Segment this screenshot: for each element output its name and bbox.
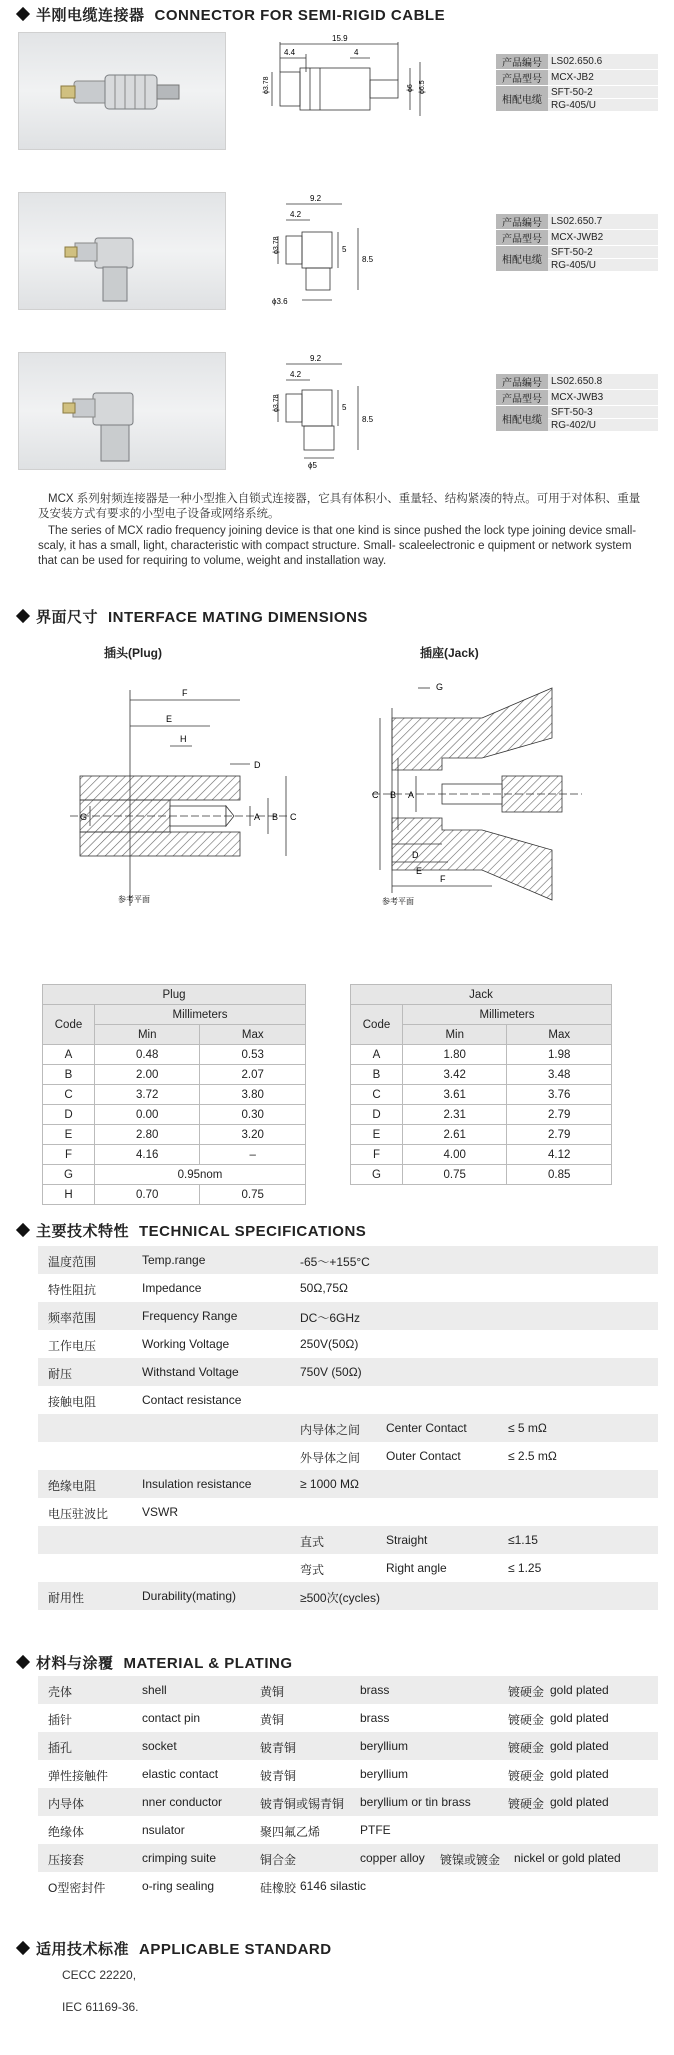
material-cn: 黄铜: [260, 1685, 285, 1699]
material-row: [38, 1732, 658, 1760]
jack-title: 插座(Jack): [420, 646, 479, 660]
plug-dimension-table: Plug Code Millimeters Min Max A 0.48 0.53 B 2.00 2.07 C 3.72 3.80 D 0.00 0.30 E 2.80 3.20 F 4.16 – G 0.95nom H 0.70 0.75: [42, 984, 306, 1205]
code-cell: B: [351, 1065, 403, 1085]
material-part-cn: 插孔: [48, 1741, 73, 1755]
spec-row: [38, 1274, 658, 1302]
material-row: [38, 1788, 658, 1816]
spec-value: 250V(50Ω): [300, 1337, 359, 1351]
product-spec-table: 产品编号 LS02.650.7 产品型号 MCX-JWB2 相配电缆 SFT-50-2 RG-405/U: [496, 214, 658, 272]
product-card: [18, 192, 658, 310]
code-cell: A: [351, 1045, 403, 1065]
code-cell: D: [43, 1105, 95, 1125]
spec-label-en: VSWR: [142, 1505, 178, 1519]
diamond-bullet-icon: [16, 1223, 30, 1237]
spec-row: [38, 1498, 658, 1526]
min-cell: 2.31: [403, 1105, 507, 1125]
min-cell: 3.72: [95, 1085, 200, 1105]
plating-cn: 镀硬金: [508, 1685, 545, 1699]
table-row: [43, 1165, 306, 1185]
max-cell: 3.48: [507, 1065, 612, 1085]
spec-row: [38, 1554, 658, 1582]
table-row: [43, 1145, 306, 1165]
spec-row: [38, 1358, 658, 1386]
dimension-drawing-2: [250, 192, 490, 310]
technical-spec-list: [38, 1246, 658, 1610]
material-part-en: nsulator: [142, 1823, 185, 1837]
dim-label: 4.2: [290, 370, 302, 379]
material-en: brass: [360, 1711, 390, 1725]
material-part-cn: 弹性接触件: [48, 1769, 109, 1783]
material-part-en: nner conductor: [142, 1795, 223, 1809]
material-en: 6146 silastic: [300, 1879, 367, 1893]
plug-interface-drawing: [70, 670, 320, 910]
material-cn: 铍青铜: [260, 1769, 297, 1783]
intro-cn: MCX 系列射频连接器是一种小型推入自锁式连接器，它具有体积小、重量轻、结构紧凑的特点。可用于对体积、重量及安装方式有要求的小型电子设备或网络系统。: [38, 493, 641, 520]
min-cell: 0.48: [95, 1045, 200, 1065]
dim-letter-b: B: [390, 790, 397, 800]
section-title-standard: 适用技术标准 APPLICABLE STANDARD: [18, 1938, 332, 1959]
table-row: [351, 1085, 612, 1105]
min-cell: 1.80: [403, 1045, 507, 1065]
spec-label-cn: 耐压: [48, 1367, 73, 1381]
min-cell: 0.00: [95, 1105, 200, 1125]
material-cn: 铍青铜: [260, 1741, 297, 1755]
dim-label: 8.5: [362, 415, 374, 424]
dim-label: ϕ6: [407, 84, 414, 92]
spec-sub-en: Straight: [386, 1533, 428, 1547]
table-row: [351, 1145, 612, 1165]
material-en: beryllium or tin brass: [360, 1795, 471, 1809]
spec-label-cn: 绝缘电阻: [48, 1479, 97, 1493]
material-en: copper alloy: [360, 1851, 425, 1865]
value-cell: 0.95nom: [95, 1165, 306, 1185]
code-cell: D: [351, 1105, 403, 1125]
spec-value: 50Ω,75Ω: [300, 1281, 348, 1295]
material-part-cn: 插针: [48, 1713, 73, 1727]
spec-row: [38, 1526, 658, 1554]
spec-row: [38, 1470, 658, 1498]
dim-letter-g: G: [80, 812, 88, 822]
section-title-connector: 半刚电缆连接器 CONNECTOR FOR SEMI-RIGID CABLE: [18, 4, 445, 25]
material-row: [38, 1704, 658, 1732]
material-cn: 聚四氟乙烯: [260, 1825, 321, 1839]
diamond-bullet-icon: [16, 609, 30, 623]
material-part-en: shell: [142, 1683, 167, 1697]
spec-sub-value: ≤ 2.5 mΩ: [508, 1449, 557, 1463]
section-title-technical: 主要技术特性 TECHNICAL SPECIFICATIONS: [18, 1220, 366, 1241]
min-cell: 3.61: [403, 1085, 507, 1105]
plating-cn: 镀硬金: [508, 1713, 545, 1727]
min-cell: 0.70: [95, 1185, 200, 1205]
spec-row: [38, 1330, 658, 1358]
max-cell: 2.79: [507, 1125, 612, 1145]
material-cn: 铜合金: [260, 1853, 297, 1867]
material-part-cn: 壳体: [48, 1685, 73, 1699]
dim-letter-f: F: [182, 688, 188, 698]
spec-row: [38, 1302, 658, 1330]
material-part-en: o-ring sealing: [142, 1879, 215, 1893]
dim-letter-g: G: [436, 682, 444, 692]
material-cn: 硅橡胶: [260, 1881, 297, 1895]
max-cell: –: [200, 1145, 306, 1165]
spec-row: [38, 1386, 658, 1414]
product-spec-table: 产品编号 LS02.650.6 产品型号 MCX-JB2 相配电缆 SFT-50-2 RG-405/U: [496, 54, 658, 112]
spec-label-en: Frequency Range: [142, 1309, 238, 1323]
dimension-drawing-1: [250, 32, 490, 150]
section-title-material: 材料与涂覆 MATERIAL & PLATING: [18, 1652, 293, 1673]
plug-title: 插头(Plug): [104, 646, 162, 660]
right-angle-connector-icon: [19, 193, 227, 311]
product-photo: [18, 352, 226, 470]
dim-letter-b: B: [272, 812, 279, 822]
min-cell: 3.42: [403, 1065, 507, 1085]
max-cell: 2.07: [200, 1065, 306, 1085]
spec-sub-value: ≤1.15: [508, 1533, 538, 1547]
spec-label-cn: 电压驻波比: [48, 1507, 109, 1521]
dim-letter-c: C: [290, 812, 297, 822]
dim-label: ϕ3.78: [273, 236, 280, 254]
max-cell: 1.98: [507, 1045, 612, 1065]
spec-label-en: Temp.range: [142, 1253, 206, 1267]
dim-letter-e: E: [166, 714, 173, 724]
product-card: [18, 352, 658, 470]
min-cell: 4.00: [403, 1145, 507, 1165]
min-cell: 0.75: [403, 1165, 507, 1185]
dim-label: 4: [354, 48, 359, 57]
table-row: [351, 1165, 612, 1185]
code-cell: G: [43, 1165, 95, 1185]
spec-row: [38, 1442, 658, 1470]
code-cell: A: [43, 1045, 95, 1065]
code-cell: B: [43, 1065, 95, 1085]
spec-label-cn: 温度范围: [48, 1255, 97, 1269]
spec-sub-value: ≤ 1.25: [508, 1561, 542, 1575]
spec-label-en: Durability(mating): [142, 1589, 237, 1603]
diamond-bullet-icon: [16, 7, 30, 21]
table-row: [43, 1125, 306, 1145]
spec-label-cn: 工作电压: [48, 1339, 97, 1353]
spec-row: [38, 1414, 658, 1442]
max-cell: 2.79: [507, 1105, 612, 1125]
table-row: [43, 1085, 306, 1105]
min-cell: 2.61: [403, 1125, 507, 1145]
spec-label-en: Impedance: [142, 1281, 202, 1295]
max-cell: 4.12: [507, 1145, 612, 1165]
material-part-en: elastic contact: [142, 1767, 219, 1781]
spec-label-en: Insulation resistance: [142, 1477, 252, 1491]
spec-sub-en: Center Contact: [386, 1421, 467, 1435]
table-row: [351, 1065, 612, 1085]
code-cell: E: [43, 1125, 95, 1145]
dim-label: ϕ3.78: [263, 76, 270, 94]
jack-interface-drawing: [352, 668, 592, 908]
dim-label: 8.5: [362, 255, 374, 264]
dim-letter-d: D: [412, 850, 419, 860]
ref-plane-label: 参考平面: [118, 895, 150, 904]
section-title-interface: 界面尺寸 INTERFACE MATING DIMENSIONS: [18, 606, 368, 627]
spec-row: [38, 1246, 658, 1274]
material-en: beryllium: [360, 1739, 409, 1753]
diamond-bullet-icon: [16, 1655, 30, 1669]
code-cell: G: [351, 1165, 403, 1185]
material-part-cn: O型密封件: [48, 1881, 106, 1895]
dim-label: ϕ6.5: [419, 80, 426, 94]
jack-dimension-table: Jack Code Millimeters Min Max A 1.80 1.98 B 3.42 3.48 C 3.61 3.76 D 2.31 2.79 E 2.61 2.79 F 4.00 4.12 G 0.75 0.85: [350, 984, 612, 1185]
table-row: [43, 1185, 306, 1205]
max-cell: 0.75: [200, 1185, 306, 1205]
max-cell: 0.85: [507, 1165, 612, 1185]
dim-label: 15.9: [332, 34, 348, 43]
spec-sub-cn: 弯式: [300, 1563, 325, 1577]
table-row: [351, 1045, 612, 1065]
spec-sub-cn: 内导体之间: [300, 1423, 361, 1437]
dim-letter-d: D: [254, 760, 261, 770]
plating-en: nickel or gold plated: [514, 1851, 621, 1865]
code-cell: C: [351, 1085, 403, 1105]
material-en: beryllium: [360, 1767, 409, 1781]
dim-label: ϕ3.6: [272, 297, 288, 306]
spec-label-en: Working Voltage: [142, 1337, 230, 1351]
table-row: [43, 1065, 306, 1085]
material-row: [38, 1844, 658, 1872]
table-row: [351, 1105, 612, 1125]
ref-plane-label: 参考平面: [382, 897, 414, 906]
diamond-bullet-icon: [16, 1941, 30, 1955]
max-cell: 0.53: [200, 1045, 306, 1065]
dim-letter-c: C: [372, 790, 379, 800]
dim-label: 5: [342, 245, 347, 254]
plating-cn: 镀硬金: [508, 1769, 545, 1783]
dim-letter-a: A: [254, 812, 261, 822]
spec-sub-value: ≤ 5 mΩ: [508, 1421, 547, 1435]
product-photo: [18, 32, 226, 150]
material-part-cn: 压接套: [48, 1853, 85, 1867]
material-part-en: crimping suite: [142, 1851, 217, 1865]
material-part-en: contact pin: [142, 1711, 201, 1725]
dim-label: 4.4: [284, 48, 296, 57]
product-spec-table: 产品编号 LS02.650.8 产品型号 MCX-JWB3 相配电缆 SFT-50-3 RG-402/U: [496, 374, 658, 432]
spec-sub-cn: 直式: [300, 1535, 325, 1549]
material-row: [38, 1872, 658, 1900]
dim-letter-h: H: [180, 734, 187, 744]
material-part-en: socket: [142, 1739, 177, 1753]
material-cn: 铍青铜或锡青铜: [260, 1797, 345, 1811]
min-cell: 4.16: [95, 1145, 200, 1165]
max-cell: 3.20: [200, 1125, 306, 1145]
code-cell: H: [43, 1185, 95, 1205]
standard-item: CECC 22220,: [62, 1968, 137, 1982]
intro-en: The series of MCX radio frequency joining device is that one kind is since pushed the lock type joining device small-scaly, it has a small, light, characteristic with compact structure. Small- scaleelectronic e quipment or network system that can be used for requiring to volume, weight and installation way.: [38, 525, 637, 567]
spec-label-cn: 耐用性: [48, 1591, 85, 1605]
material-cn: 黄铜: [260, 1713, 285, 1727]
dim-label: ϕ5: [308, 461, 317, 470]
code-cell: C: [43, 1085, 95, 1105]
max-cell: 3.80: [200, 1085, 306, 1105]
table-row: [351, 1125, 612, 1145]
spec-label-en: Withstand Voltage: [142, 1365, 239, 1379]
material-part-cn: 绝缘体: [48, 1825, 85, 1839]
min-cell: 2.00: [95, 1065, 200, 1085]
plating-en: gold plated: [550, 1711, 609, 1725]
dim-letter-f: F: [440, 874, 446, 884]
material-list: [38, 1676, 658, 1900]
right-angle-connector-icon: [19, 353, 227, 471]
material-row: [38, 1816, 658, 1844]
spec-value: DC～6GHz: [300, 1311, 361, 1325]
spec-value: -65～+155°C: [300, 1255, 370, 1269]
spec-sub-en: Right angle: [386, 1561, 447, 1575]
plating-en: gold plated: [550, 1683, 609, 1697]
max-cell: 3.76: [507, 1085, 612, 1105]
material-en: brass: [360, 1683, 390, 1697]
code-cell: F: [351, 1145, 403, 1165]
spec-value: ≥500次(cycles): [300, 1591, 380, 1605]
spec-label-cn: 特性阻抗: [48, 1283, 97, 1297]
dim-label: 9.2: [310, 354, 322, 363]
straight-connector-icon: [19, 33, 227, 151]
max-cell: 0.30: [200, 1105, 306, 1125]
spec-label-cn: 接触电阻: [48, 1395, 97, 1409]
spec-value: 750V (50Ω): [300, 1365, 362, 1379]
spec-label-en: Contact resistance: [142, 1393, 242, 1407]
material-row: [38, 1760, 658, 1788]
material-row: [38, 1676, 658, 1704]
plating-en: gold plated: [550, 1795, 609, 1809]
plating-en: gold plated: [550, 1767, 609, 1781]
table-row: [43, 1045, 306, 1065]
plating-cn: 镀硬金: [508, 1741, 545, 1755]
dim-letter-a: A: [408, 790, 415, 800]
product-card: [18, 32, 658, 150]
dim-letter-e: E: [416, 866, 423, 876]
spec-sub-en: Outer Contact: [386, 1449, 461, 1463]
dim-label: ϕ3.78: [273, 394, 280, 412]
standard-item: IEC 61169-36.: [62, 2000, 139, 2014]
plating-en: gold plated: [550, 1739, 609, 1753]
product-photo: [18, 192, 226, 310]
material-en: PTFE: [360, 1823, 391, 1837]
plating-cn: 镀硬金: [508, 1797, 545, 1811]
code-cell: E: [351, 1125, 403, 1145]
spec-value: ≥ 1000 MΩ: [300, 1477, 359, 1491]
plating-cn: 镀镍或镀金: [440, 1853, 501, 1867]
dim-label: 4.2: [290, 210, 302, 219]
dimension-drawing-3: [250, 352, 490, 470]
table-row: [43, 1105, 306, 1125]
spec-row: [38, 1582, 658, 1610]
spec-sub-cn: 外导体之间: [300, 1451, 361, 1465]
dim-label: 5: [342, 403, 347, 412]
dim-label: 9.2: [310, 194, 322, 203]
code-cell: F: [43, 1145, 95, 1165]
min-cell: 2.80: [95, 1125, 200, 1145]
material-part-cn: 内导体: [48, 1797, 85, 1811]
spec-label-cn: 频率范围: [48, 1311, 97, 1325]
